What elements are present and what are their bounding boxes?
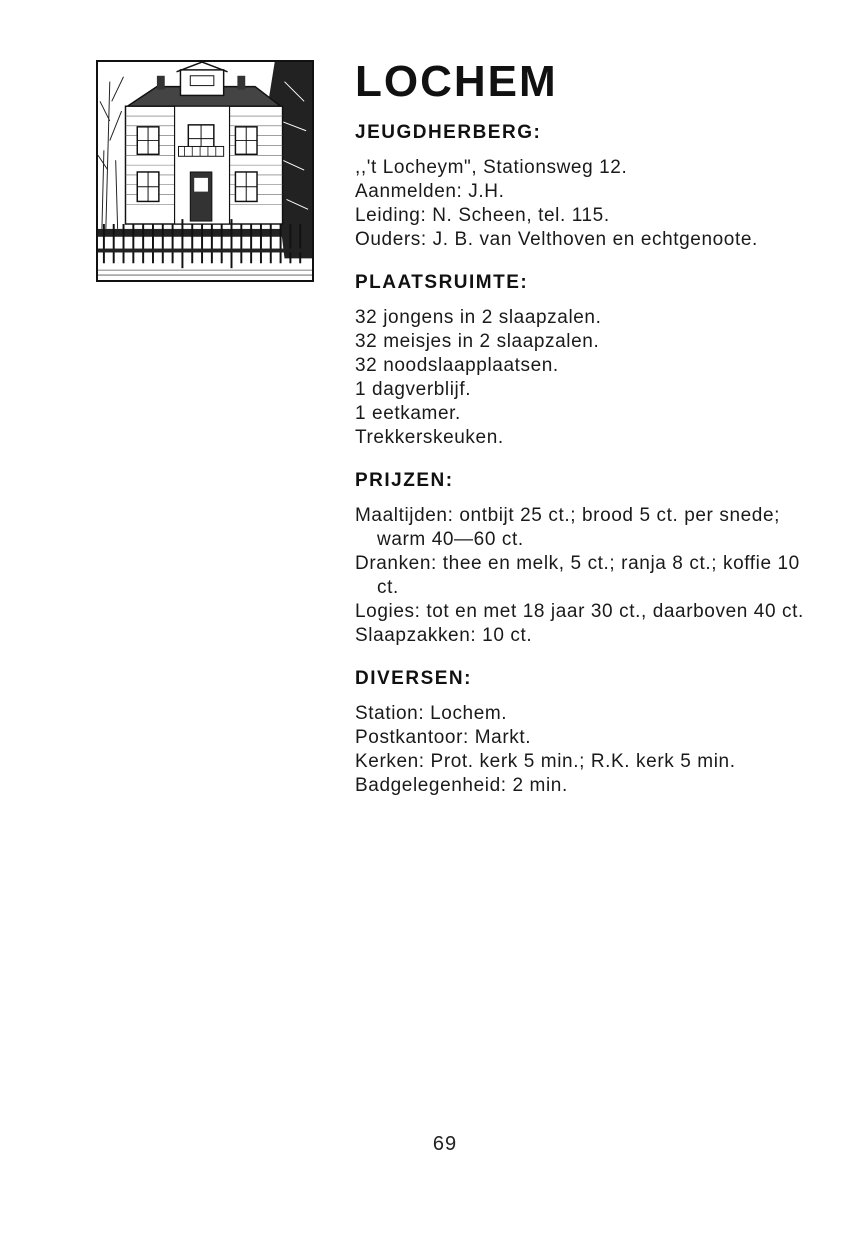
hostel-entry <box>355 58 825 798</box>
list-item: Badgelegenheid: 2 min. <box>355 775 568 796</box>
list-item: Postkantoor: Markt. <box>355 727 532 748</box>
list-item: Aanmelden: J.H. <box>355 181 505 202</box>
list-item: Logies: tot en met 18 jaar 30 ct., daarboven 40 ct. <box>355 601 804 622</box>
page-number: 69 <box>432 1133 458 1155</box>
list-item: Slaapzakken: 10 ct. <box>355 625 533 646</box>
section-heading-diversen: DIVERSEN: <box>355 668 472 689</box>
building-drawing <box>98 62 312 280</box>
list-item: 32 jongens in 2 slaapzalen. <box>355 307 602 328</box>
hostel-illustration <box>96 60 314 282</box>
jeugdherberg-lines <box>355 156 825 252</box>
list-item: 32 noodslaapplaatsen. <box>355 355 559 376</box>
list-item: Trekkerskeuken. <box>355 427 504 448</box>
section-heading-jeugdherberg: JEUGDHERBERG: <box>355 122 542 143</box>
town-title: LOCHEM <box>355 57 558 106</box>
list-item: Ouders: J. B. van Velthoven en echtgenoote. <box>355 229 758 250</box>
diversen-lines <box>355 702 825 798</box>
list-item: Kerken: Prot. kerk 5 min.; R.K. kerk 5 min. <box>355 751 736 772</box>
list-item: ,,'t Locheym", Stationsweg 12. <box>355 157 628 178</box>
list-item: Station: Lochem. <box>355 703 508 724</box>
list-item: 1 eetkamer. <box>355 403 461 424</box>
section-heading-prijzen: PRIJZEN: <box>355 470 454 491</box>
section-heading-plaatsruimte: PLAATSRUIMTE: <box>355 272 529 293</box>
list-item: 32 meisjes in 2 slaapzalen. <box>355 331 600 352</box>
list-item: Leiding: N. Scheen, tel. 115. <box>355 205 610 226</box>
list-item: Maaltijden: ontbijt 25 ct.; brood 5 ct. per snede; warm 40—60 ct. <box>355 505 781 550</box>
list-item: 1 dagverblijf. <box>355 379 472 400</box>
plaatsruimte-lines <box>355 306 825 450</box>
list-item: Dranken: thee en melk, 5 ct.; ranja 8 ct.; koffie 10 ct. <box>355 553 800 598</box>
prijzen-lines <box>355 504 825 648</box>
